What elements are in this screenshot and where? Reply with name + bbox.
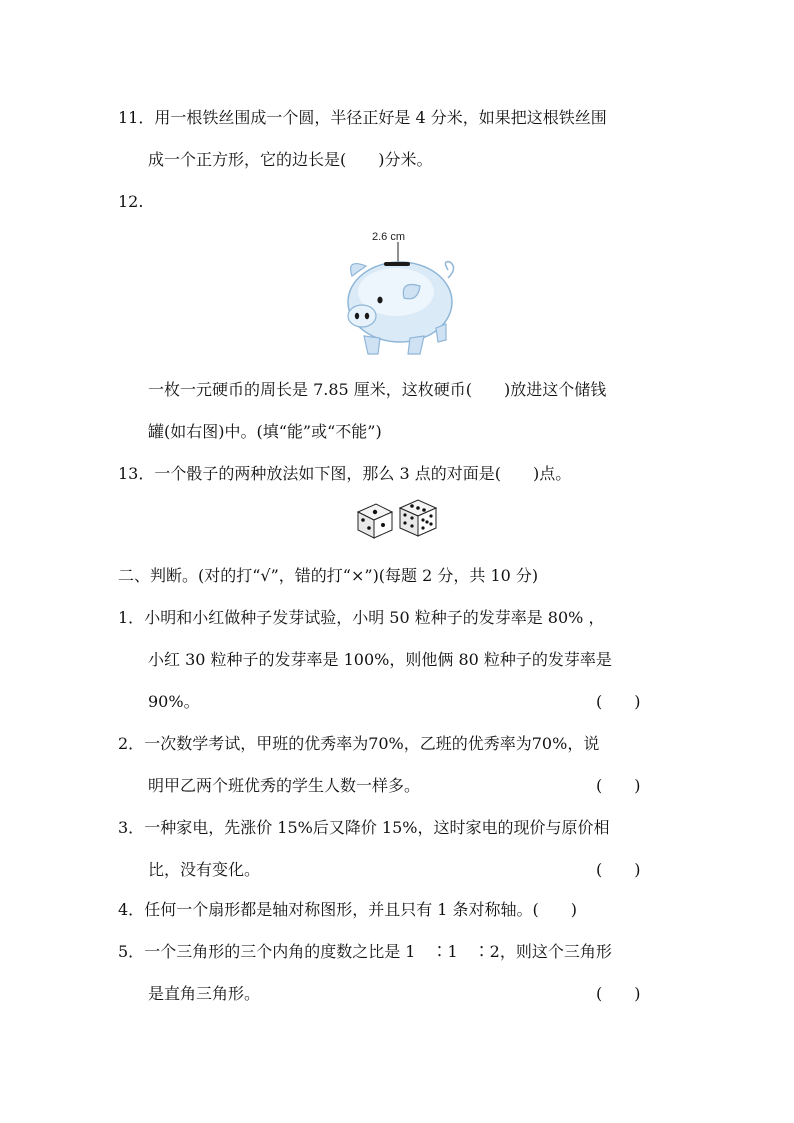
section2-heading: 二、判断。(对的打“√”，错的打“×”)(每题 2 分，共 10 分) [118,566,539,585]
q13-number: 13． [118,464,155,483]
j3-number: 3． [118,818,145,837]
j3-text-line2: 比，没有变化。 [148,860,261,879]
j4-number: 4． [118,900,145,919]
j1-line1 [118,608,604,628]
q12-number: 12. [118,192,144,211]
j1-text-line3: 90%。 [148,692,200,711]
j5-number: 5． [118,942,145,961]
q13-text-line1: 一个骰子的两种放法如下图，那么 3 点的对面是( )点。 [154,464,572,483]
dice-image [354,498,440,542]
j3-line1 [118,818,610,838]
j2-line1 [118,734,599,754]
j1-text-line2: 小红 30 粒种子的发芽率是 100%，则他俩 80 粒种子的发芽率是 [148,650,612,669]
q11-number: 11． [118,108,155,127]
j2-number: 2． [118,734,145,753]
piggy-bank-image [340,228,460,358]
q12-text-line2: 罐(如右图)中。(填“能”或“不能”) [148,422,382,441]
j1-text-line1: 小明和小红做种子发芽试验，小明 50 粒种子的发芽率是 80% ， [144,608,605,627]
coin-slot-label: 2.6 cm [372,231,406,243]
q11-text-line2: 成一个正方形，它的边长是( )分米。 [148,150,433,169]
j5-text-line1: 一个三角形的三个内角的度数之比是 1 ∶1 ∶2，则这个三角形 [144,942,612,961]
j1-answer-paren[interactable]: ( ) [596,692,641,711]
j5-answer-paren[interactable]: ( ) [596,984,641,1003]
q11-text-line1: 用一根铁丝围成一个圆，半径正好是 4 分米，如果把这根铁丝围 [154,108,607,127]
die-one [358,504,392,538]
q12-text-line1: 一枚一元硬币的周长是 7.85 厘米，这枚硬币( )放进这个储钱 [148,380,607,399]
j1-number: 1． [118,608,145,627]
j5-line1 [118,942,612,962]
j3-answer-paren[interactable]: ( ) [596,860,641,879]
j5-text-line2: 是直角三角形。 [148,984,261,1003]
j3-text-line1: 一种家电，先涨价 15%后又降价 15%，这时家电的现价与原价相 [144,818,610,837]
j2-text-line1: 一次数学考试，甲班的优秀率为70%，乙班的优秀率为70%，说 [144,734,600,753]
j4-text-line1: 任何一个扇形都是轴对称图形，并且只有 1 条对称轴。( ) [144,900,578,919]
die-two [400,500,436,536]
q11-line1 [118,108,607,128]
j4-line1 [118,900,577,920]
j2-answer-paren[interactable]: ( ) [596,776,641,795]
j2-text-line2: 明甲乙两个班优秀的学生人数一样多。 [148,776,421,795]
q13-line1 [118,464,571,484]
